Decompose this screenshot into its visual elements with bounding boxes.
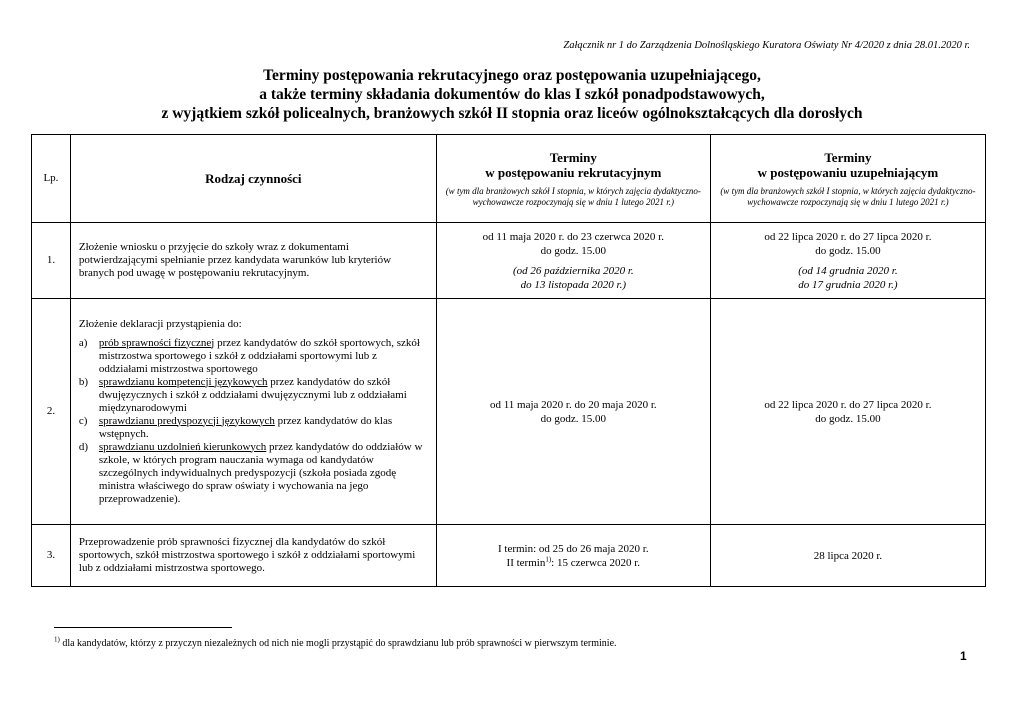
header-activity-label: Rodzaj czynności	[205, 171, 302, 186]
schedule-table	[31, 134, 986, 587]
option-letter: b)	[78, 375, 89, 388]
option-letter: c)	[78, 414, 88, 427]
option-text: przez kandydatów do klas wstępnych.	[98, 414, 393, 440]
row-2-supplementary-line1: od 22 lipca 2020 r. do 27 lipca 2020 r.	[764, 398, 932, 411]
page-number: 1	[960, 649, 967, 663]
row-3-recruitment-line1: I termin: od 25 do 26 maja 2020 r.	[497, 542, 649, 555]
row-1-supplementary-alt1: (od 14 grudnia 2020 r.	[798, 264, 898, 277]
option-text: przez kandydatów do szkół sportowych, szkół mistrzostwa sportowego i szkół z oddziałami sportowymi lub z oddziałami mistrzostwa sportowego	[98, 336, 420, 375]
header-supplementary-line1: Terminy	[824, 149, 872, 165]
option-underlined: sprawdzianu uzdolnień kierunkowych	[98, 440, 267, 453]
footnote-separator	[54, 627, 232, 628]
table-row	[32, 299, 986, 525]
document-title	[0, 66, 1024, 123]
table-row	[32, 223, 986, 299]
footnote-ref: 1)	[545, 554, 552, 563]
row-1-supplementary-alt2: do 17 grudnia 2020 r.)	[798, 278, 898, 291]
row-3-activity	[70, 525, 436, 587]
row-1-supplementary-line1: od 22 lipca 2020 r. do 27 lipca 2020 r.	[764, 230, 932, 243]
row-1-recruitment	[436, 223, 710, 299]
footnote-text: dla kandydatów, którzy z przyczyn niezależnych od nich nie mogli przystąpić do sprawdzianu lub prób sprawności w pierwszym terminie.	[59, 638, 617, 649]
row-3-supplementary	[710, 525, 985, 587]
row-1-activity	[70, 223, 436, 299]
row-1-activity-text: Złożenie wniosku o przyjęcie do szkoły wraz z dokumentami potwierdzającymi spełnianie przez kandydata warunków lub kryteriów branych pod uwagę w postępowaniu rekrutacyjnym.	[78, 241, 392, 279]
list-item	[79, 337, 428, 376]
row-3-supplementary-line1: 28 lipca 2020 r.	[813, 549, 883, 562]
header-supplementary	[710, 135, 985, 223]
list-item	[79, 441, 428, 506]
row-2-supplementary	[710, 299, 985, 525]
header-activity	[70, 135, 436, 223]
option-underlined: sprawdzianu kompetencji językowych	[98, 375, 268, 388]
list-item	[79, 376, 428, 415]
row-3-recruitment-line2	[437, 556, 710, 570]
row-2-recruitment	[436, 299, 710, 525]
header-recruitment-line1: Terminy	[549, 149, 597, 165]
title-line-1: Terminy postępowania rekrutacyjnego oraz postępowania uzupełniającego,	[263, 67, 761, 84]
header-recruitment-note: (w tym dla branżowych szkół I stopnia, w których zajęcia dydaktyczno-wychowawcze rozpoczynają się w dniu 1 lutego 2021 r.)	[445, 185, 701, 207]
annex-reference: Załącznik nr 1 do Zarządzenia Dolnośląskiego Kuratora Oświaty Nr 4/2020 z dnia 28.01.2020 r.	[563, 40, 970, 51]
option-letter: d)	[78, 440, 89, 453]
row-2-activity	[70, 299, 436, 525]
option-letter: a)	[78, 336, 88, 349]
header-recruitment	[436, 135, 710, 223]
row-1-recruitment-line1: od 11 maja 2020 r. do 23 czerwca 2020 r.	[482, 230, 664, 243]
row-1-lp: 1.	[32, 223, 71, 299]
title-line-3: z wyjątkiem szkół policealnych, branżowych szkół II stopnia oraz liceów ogólnokształcących dla dorosłych	[161, 105, 863, 122]
list-item	[79, 415, 428, 441]
second-term-date: : 15 czerwca 2020 r.	[551, 556, 641, 569]
footnote	[54, 635, 617, 649]
row-2-supplementary-line2: do godz. 15.00	[815, 412, 881, 425]
row-3-recruitment	[436, 525, 710, 587]
row-1-recruitment-alt2: do 13 listopada 2020 r.)	[520, 278, 627, 291]
row-2-activity-text	[71, 312, 436, 512]
row-2-activity-intro: Złożenie deklaracji przystąpienia do:	[78, 317, 242, 330]
table-header-row	[32, 135, 986, 223]
row-1-recruitment-line2: do godz. 15.00	[540, 244, 606, 257]
header-supplementary-line2: w postępowaniu uzupełniającym	[757, 164, 939, 180]
header-lp-label: Lp.	[43, 172, 59, 184]
option-underlined: prób sprawności fizycznej	[98, 336, 215, 349]
row-3-activity-text: Przeprowadzenie prób sprawności fizycznej dla kandydatów do szkół sportowych, szkół mistrzostwa sportowego i szkół z oddziałami sportowymi lub z oddziałami mistrzostwa sportowego.	[78, 536, 416, 574]
row-2-lp: 2.	[32, 299, 71, 525]
table-row	[32, 525, 986, 587]
option-underlined: sprawdzianu predyspozycji językowych	[98, 414, 275, 427]
declaration-options-list	[79, 337, 428, 506]
footnote-marker: 1)	[54, 635, 60, 644]
row-1-supplementary	[710, 223, 985, 299]
row-1-supplementary-line2: do godz. 15.00	[815, 244, 881, 257]
header-recruitment-line2: w postępowaniu rekrutacyjnym	[485, 164, 662, 180]
second-term-label: II termin	[506, 556, 546, 569]
option-text: przez kandydatów do szkół dwujęzycznych i szkół z oddziałami dwujęzycznymi lub z oddziałami międzynarodowymi	[98, 375, 407, 414]
title-line-2: a także terminy składania dokumentów do klas I szkół ponadpodstawowych,	[259, 86, 765, 103]
row-3-lp: 3.	[32, 525, 71, 587]
row-1-recruitment-alt1: (od 26 października 2020 r.	[512, 264, 634, 277]
option-text: przez kandydatów do oddziałów w szkole, w których program nauczania wymaga od kandydatów szczególnych indywidualnych predyspozycji (szkoła posiada zgodę ministra właściwego do spraw oświaty i wychowania na jego przeprowadzenie).	[98, 440, 423, 505]
row-2-recruitment-line1: od 11 maja 2020 r. do 20 maja 2020 r.	[489, 398, 657, 411]
row-2-recruitment-line2: do godz. 15.00	[540, 412, 606, 425]
header-supplementary-note: (w tym dla branżowych szkół I stopnia, w których zajęcia dydaktyczno-wychowawcze rozpoczynają się w dniu 1 lutego 2021 r.)	[720, 185, 976, 207]
header-lp	[32, 135, 71, 223]
